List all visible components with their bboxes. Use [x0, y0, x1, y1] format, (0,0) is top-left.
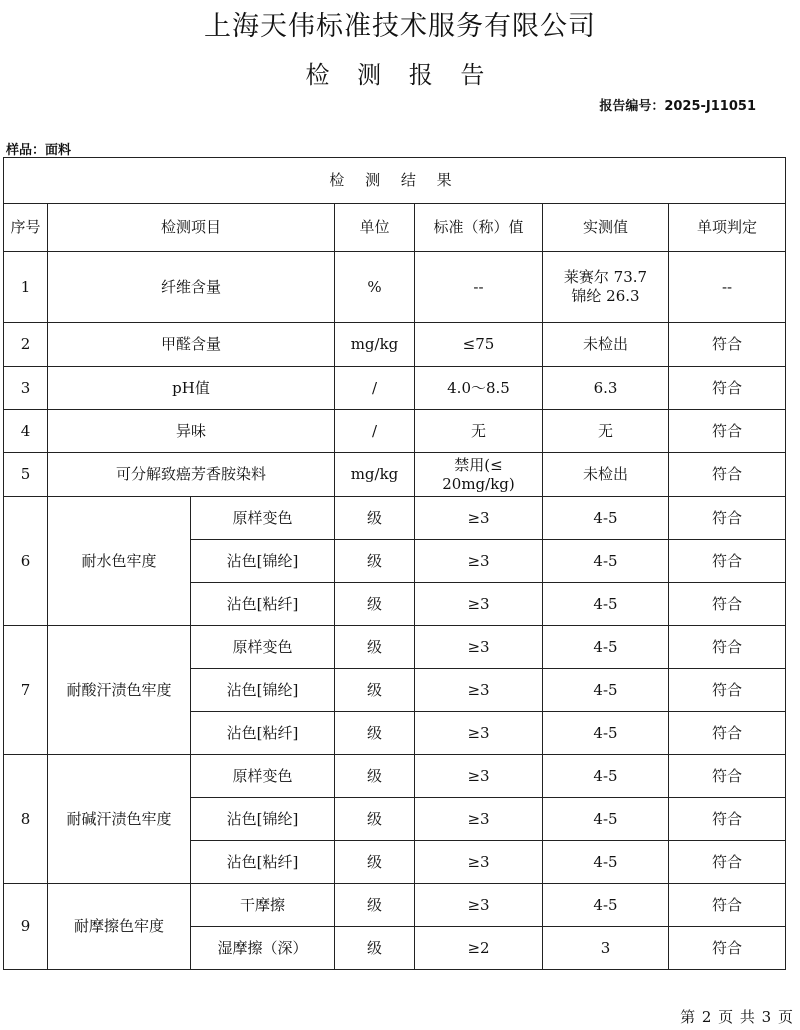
group-item: 耐碱汗渍色牢度 — [48, 755, 191, 884]
row-unit: 级 — [335, 669, 415, 712]
group-seq: 8 — [4, 755, 48, 884]
company-name: 上海天伟标准技术服务有限公司 — [204, 11, 596, 42]
row-standard: ≥3 — [415, 755, 543, 798]
row-standard: ≥3 — [415, 712, 543, 755]
row-measured: 4-5 — [543, 626, 669, 669]
row-standard: ≥3 — [415, 626, 543, 669]
sample-label: 样品：面料 — [6, 143, 72, 158]
table-row — [4, 755, 786, 798]
table-row — [4, 884, 786, 927]
row-measured: 4-5 — [543, 583, 669, 626]
col-header-unit: 单位 — [335, 204, 415, 252]
row-judgement: 符合 — [669, 841, 786, 884]
row-unit: 级 — [335, 540, 415, 583]
row-measured: 6.3 — [543, 367, 669, 410]
row-judgement: -- — [669, 252, 786, 323]
table-row — [4, 410, 786, 453]
row-unit: 级 — [335, 712, 415, 755]
row-seq: 1 — [4, 252, 48, 323]
row-measured: 4-5 — [543, 798, 669, 841]
group-item: 耐水色牢度 — [48, 497, 191, 626]
sub-item: 沾色[粘纤] — [191, 583, 335, 626]
group-item: 耐摩擦色牢度 — [48, 884, 191, 970]
sub-item: 沾色[粘纤] — [191, 712, 335, 755]
row-measured: 4-5 — [543, 540, 669, 583]
row-judgement: 符合 — [669, 755, 786, 798]
row-unit: / — [335, 410, 415, 453]
row-judgement: 符合 — [669, 410, 786, 453]
group-seq: 6 — [4, 497, 48, 626]
report-number: 报告编号：2025-J11051 — [599, 99, 756, 114]
measured-line: 锦纶 26.3 — [571, 287, 640, 305]
table-title-row — [4, 158, 786, 204]
table-row — [4, 453, 786, 497]
row-item: 可分解致癌芳香胺染料 — [48, 453, 335, 497]
test-results-table — [3, 157, 786, 970]
sub-item: 湿摩擦（深） — [191, 927, 335, 970]
row-measured: 4-5 — [543, 884, 669, 927]
standard-line: 禁用(≤ — [454, 455, 503, 474]
row-standard: ≥3 — [415, 884, 543, 927]
row-unit: 级 — [335, 841, 415, 884]
row-unit: 级 — [335, 927, 415, 970]
sub-item: 干摩擦 — [191, 884, 335, 927]
standard-line: 20mg/kg) — [442, 474, 515, 493]
row-standard: 4.0～8.5 — [415, 367, 543, 410]
row-unit: / — [335, 367, 415, 410]
sub-item: 沾色[粘纤] — [191, 841, 335, 884]
row-measured: 未检出 — [543, 323, 669, 367]
row-unit: 级 — [335, 497, 415, 540]
table-title: 检 测 结 果 — [4, 158, 786, 204]
row-judgement: 符合 — [669, 712, 786, 755]
row-item: 纤维含量 — [48, 252, 335, 323]
sub-item: 原样变色 — [191, 755, 335, 798]
table-row — [4, 252, 786, 323]
row-standard: ≥3 — [415, 540, 543, 583]
row-measured: 4-5 — [543, 669, 669, 712]
row-measured: 无 — [543, 410, 669, 453]
row-seq: 3 — [4, 367, 48, 410]
row-standard: ≥3 — [415, 798, 543, 841]
row-unit: 级 — [335, 798, 415, 841]
row-judgement: 符合 — [669, 884, 786, 927]
row-standard: ≥3 — [415, 583, 543, 626]
col-header-seq: 序号 — [4, 204, 48, 252]
report-title: 检 测 报 告 — [305, 61, 495, 89]
sub-item: 沾色[锦纶] — [191, 669, 335, 712]
col-header-item: 检测项目 — [48, 204, 335, 252]
row-judgement: 符合 — [669, 497, 786, 540]
col-header-measured: 实测值 — [543, 204, 669, 252]
row-seq: 4 — [4, 410, 48, 453]
row-measured: 4-5 — [543, 497, 669, 540]
group-seq: 7 — [4, 626, 48, 755]
row-judgement: 符合 — [669, 583, 786, 626]
col-header-judgement: 单项判定 — [669, 204, 786, 252]
row-measured: 3 — [543, 927, 669, 970]
row-unit: 级 — [335, 884, 415, 927]
row-standard: -- — [415, 252, 543, 323]
sub-item: 沾色[锦纶] — [191, 540, 335, 583]
row-unit: 级 — [335, 583, 415, 626]
row-item: pH值 — [48, 367, 335, 410]
row-standard: ≥3 — [415, 841, 543, 884]
row-unit: % — [335, 252, 415, 323]
table-row — [4, 323, 786, 367]
row-judgement: 符合 — [669, 540, 786, 583]
table-row — [4, 497, 786, 540]
group-seq: 9 — [4, 884, 48, 970]
row-seq: 2 — [4, 323, 48, 367]
row-standard: ≥3 — [415, 497, 543, 540]
row-measured — [543, 252, 669, 323]
row-item: 异味 — [48, 410, 335, 453]
row-judgement: 符合 — [669, 367, 786, 410]
sub-item: 原样变色 — [191, 497, 335, 540]
header-row — [4, 204, 786, 252]
table-row — [4, 367, 786, 410]
row-measured: 未检出 — [543, 453, 669, 497]
row-judgement: 符合 — [669, 626, 786, 669]
row-standard: ≤75 — [415, 323, 543, 367]
row-judgement: 符合 — [669, 453, 786, 497]
row-measured: 4-5 — [543, 755, 669, 798]
page-number: 第 2 页 共 3 页 — [680, 1008, 794, 1026]
col-header-standard: 标准（称）值 — [415, 204, 543, 252]
row-standard: ≥3 — [415, 669, 543, 712]
row-judgement: 符合 — [669, 798, 786, 841]
row-unit: 级 — [335, 626, 415, 669]
measured-line: 莱赛尔 73.7 — [563, 268, 648, 287]
row-unit: mg/kg — [335, 453, 415, 497]
row-seq: 5 — [4, 453, 48, 497]
row-measured: 4-5 — [543, 841, 669, 884]
row-standard — [415, 453, 543, 497]
row-judgement: 符合 — [669, 669, 786, 712]
row-standard: ≥2 — [415, 927, 543, 970]
row-judgement: 符合 — [669, 927, 786, 970]
row-measured: 4-5 — [543, 712, 669, 755]
group-item: 耐酸汗渍色牢度 — [48, 626, 191, 755]
row-unit: 级 — [335, 755, 415, 798]
row-judgement: 符合 — [669, 323, 786, 367]
sub-item: 沾色[锦纶] — [191, 798, 335, 841]
table-row — [4, 626, 786, 669]
row-item: 甲醛含量 — [48, 323, 335, 367]
row-standard: 无 — [415, 410, 543, 453]
row-unit: mg/kg — [335, 323, 415, 367]
sub-item: 原样变色 — [191, 626, 335, 669]
